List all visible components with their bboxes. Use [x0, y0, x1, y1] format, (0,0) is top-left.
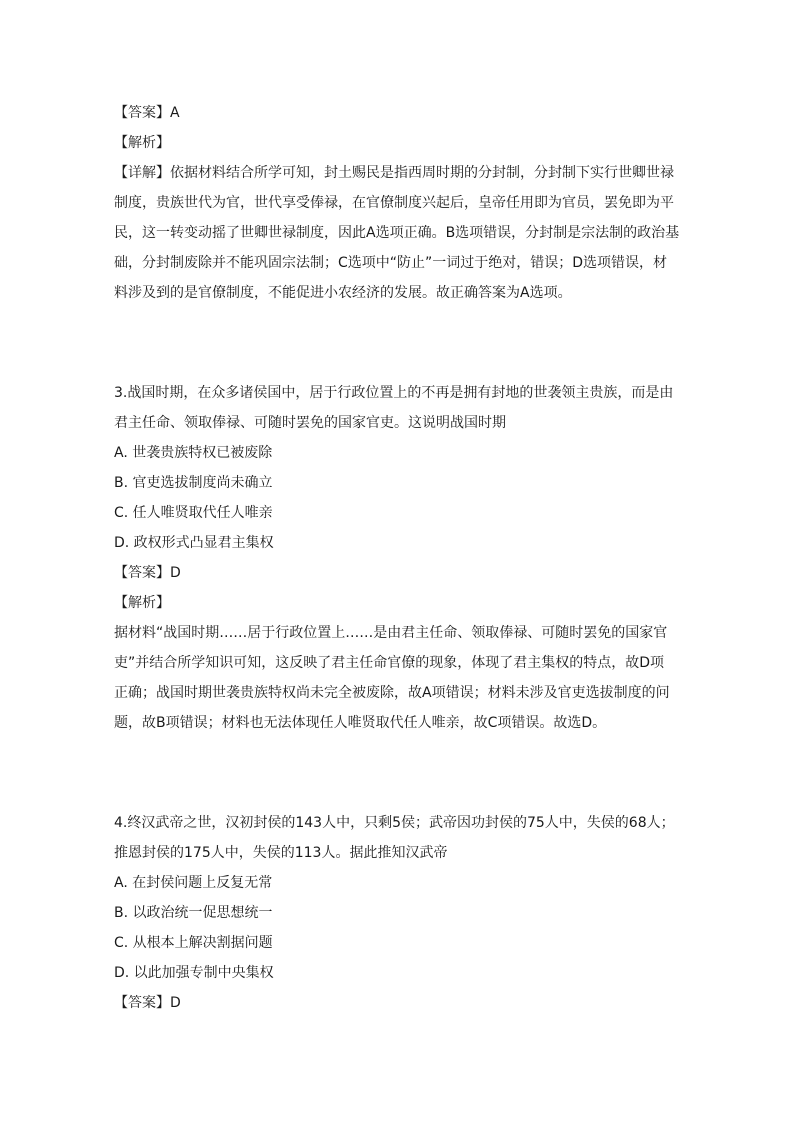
question-3-stem: 3.战国时期，在众多诸侯国中，居于行政位置上的不再是拥有封地的世袭领主贵族，而是由 [114, 385, 674, 401]
question-3-stem: 君主任命、领取俸禄、可随时罢免的国家官吏。这说明战国时期 [114, 415, 506, 431]
detail-line: 民，这一转变动摇了世卿世禄制度，因此A选项正确。B选项错误，分封制是宗法制的政治基 [114, 225, 680, 241]
question-3-option-c: C. 任人唯贤取代任人唯亲 [114, 505, 273, 521]
question-4-stem: 4.终汉武帝之世，汉初封侯的143人中，只剩5侯；武帝因功封侯的75人中，失侯的68人； [114, 815, 675, 831]
detail-line: 础，分封制废除并不能巩固宗法制；C选项中“防止”一词过于绝对，错误；D选项错误，材 [114, 255, 668, 271]
analysis-label: 【解析】 [114, 135, 170, 151]
detail-line: 制度，贵族世代为官，世代享受俸禄，在官僚制度兴起后，皇帝任用即为官员，罢免即为平 [114, 195, 674, 211]
detail-line: 料涉及到的是官僚制度，不能促进小农经济的发展。故正确答案为A选项。 [114, 285, 572, 301]
question-3-option-d: D. 政权形式凸显君主集权 [114, 535, 274, 551]
analysis-line: 据材料“战国时期……居于行政位置上……是由君主任命、领取俸禄、可随时罢免的国家官 [114, 625, 668, 641]
analysis-line: 吏”并结合所学知识可知，这反映了君主任命官僚的现象，体现了君主集权的特点，故D项 [114, 655, 665, 671]
question-4-option-b: B. 以政治统一促思想统一 [114, 905, 273, 921]
answer-label: 【答案】A [114, 105, 180, 121]
analysis-line: 正确；战国时期世袭贵族特权尚未完全被废除，故A项错误；材料未涉及官吏选拔制度的问 [114, 685, 670, 701]
analysis-label: 【解析】 [114, 595, 170, 611]
answer-label: 【答案】D [114, 995, 181, 1011]
answer-label: 【答案】D [114, 565, 181, 581]
question-3-option-b: B. 官吏选拔制度尚未确立 [114, 475, 273, 491]
detail-line: 【详解】依据材料结合所学可知，封土赐民是指西周时期的分封制，分封制下实行世卿世禄 [114, 165, 674, 181]
question-4-stem: 推恩封侯的175人中，失侯的113人。据此推知汉武帝 [114, 845, 448, 861]
question-3-option-a: A. 世袭贵族特权已被废除 [114, 445, 273, 461]
question-4-option-c: C. 从根本上解决割据问题 [114, 935, 273, 951]
question-4-option-d: D. 以此加强专制中央集权 [114, 965, 274, 981]
question-4-option-a: A. 在封侯问题上反复无常 [114, 875, 273, 891]
analysis-line: 题，故B项错误；材料也无法体现任人唯贤取代任人唯亲，故C项错误。故选D。 [114, 715, 607, 731]
